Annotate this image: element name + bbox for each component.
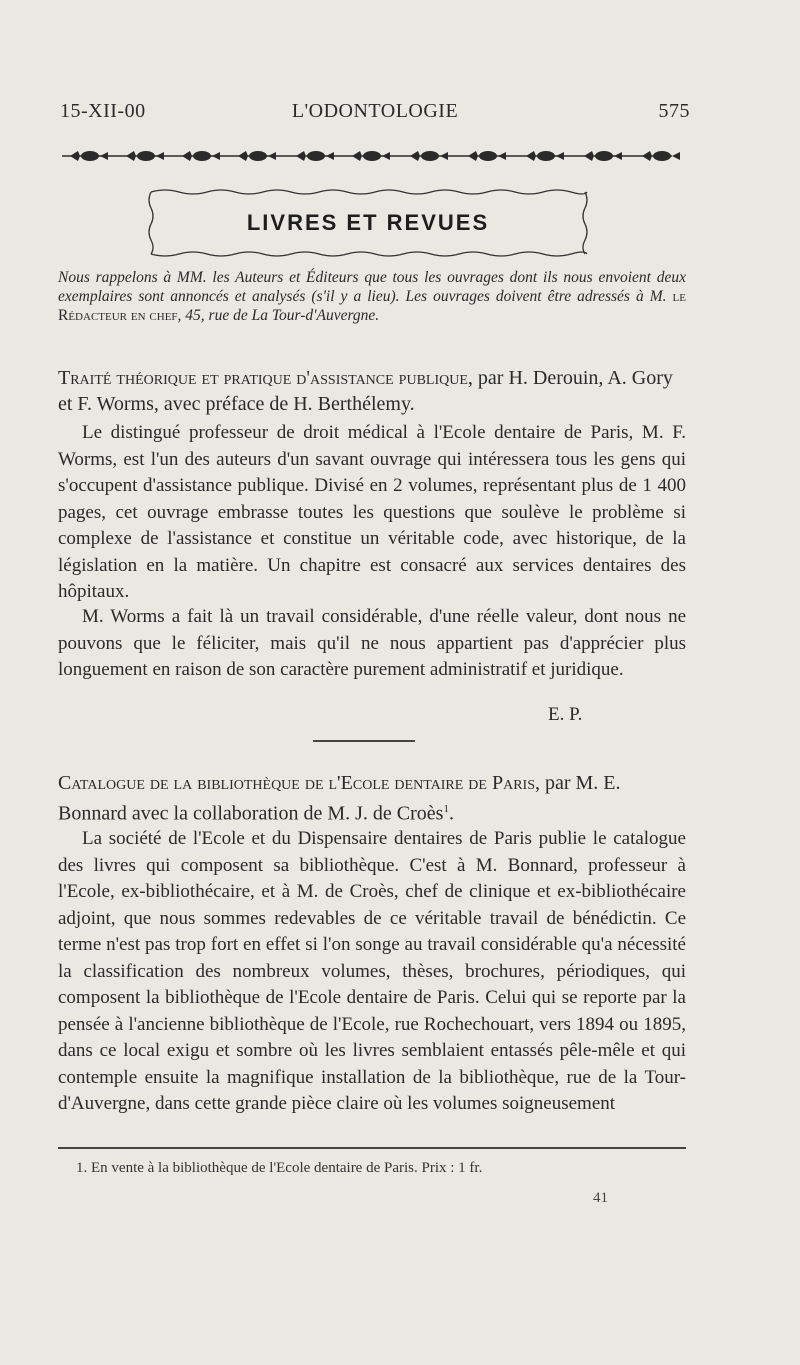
- section-divider: [313, 740, 415, 742]
- review-2-paragraph-1: La société de l'Ecole et du Dispensaire dentaires de Paris publie le catalogue des livres qui composent sa bibliothèque. C'est à M. Bonnard, professeur à l'Ecole, ex-bibliothécaire, et à M. de Croès, chef de clinique et ex-bibliothécaire adjoint, que nous sommes redevables de ce véritable travail de bénédictin. Ce terme n'est pas trop fort en effet si l'on songe au travail considérable qu'a nécessité la classification des nombreux volumes, thèses, brochures, périodiques, qui composent la bibliothèque de l'Ecole dentaire de Paris. Celui qui se reporte par la pensée à l'ancienne bibliothèque de l'Ecole, rue Rochechouart, vers 1894 ou 1895, dans ce local exigu et sombre où les livres semblaient entassés pêle-mêle et qui contemple ensuite la magnifique installation de la bibliothèque, rue de la Tour-d'Auvergne, dans cette grande pièce claire où les volumes soigneusement: [58, 828, 686, 1114]
- review-2-title: Catalogue de la bibliothèque de l'Ecole dentaire de Paris, par M. E. Bonnard avec la collaboration de M. J. de Croès$^1$.: [58, 772, 621, 825]
- editorial-note-part3: , 45, rue de La Tour-d'Auvergne.: [177, 307, 380, 324]
- review-1-signature: E. P.: [548, 704, 583, 725]
- review-1-title-main: Traité théorique et pratique d'assistance publique,: [58, 367, 473, 389]
- editorial-note-editor: le Rédacteur en chef: [58, 288, 686, 324]
- decorative-ornament-band: [60, 147, 692, 165]
- section-heading-frame: [145, 186, 591, 260]
- review-1-paragraph-1: Le distingué professeur de droit médical à l'Ecole dentaire de Paris, M. F. Worms, est l'un des auteurs d'un savant ouvrage qui intéressera tous les gens qui s'occupent d'assistance publique. Divisé en 2 volumes, représentant plus de 1 400 pages, cet ouvrage embrasse toutes les questions que soulève le problème si complexe de l'assistance et constitue un véritable code, avec historique, de la législation en la matière. Un chapitre est consacré aux services dentaires des hôpitaux.: [58, 422, 686, 602]
- running-header: [60, 100, 690, 130]
- section-heading: LIVRES ET REVUES: [246, 210, 490, 235]
- issue-date: 15-XII-00: [60, 100, 146, 122]
- footnote-rule: [58, 1147, 686, 1149]
- review-1-title: [58, 365, 686, 417]
- review-1-paragraph-2: M. Worms a fait là un travail considérable, d'une réelle valeur, dont nous ne pouvons que le féliciter, mais qu'il ne nous appartient pas d'apprécier plus longuement en raison de son caractère purement administratif et juridique.: [58, 606, 686, 680]
- journal-title: L'ODONTOLOGIE: [291, 100, 459, 122]
- review-1-title-authors: par H. Derouin, A. Gory et F. Worms, avec préface de H. Berthélemy.: [58, 367, 673, 415]
- signature-mark: 41: [593, 1190, 608, 1206]
- page-number: 575: [658, 100, 690, 122]
- footnote-marker: 1: [443, 803, 449, 815]
- review-2-title-authors: par M. E. Bonnard avec la collaboration de M. J. de Croès: [58, 772, 621, 825]
- editorial-note: [58, 268, 686, 325]
- footnote: 1. En vente à la bibliothèque de l'Ecole dentaire de Paris. Prix : 1 fr.: [76, 1160, 483, 1176]
- review-2-title-main: Catalogue de la bibliothèque de l'Ecole dentaire de Paris,: [58, 772, 540, 794]
- editorial-note-part1: Nous rappelons à MM. les Auteurs et Éditeurs que tous les ouvrages dont ils nous envoient deux exemplaires sont annoncés et analysés (s'il y a lieu). Les ouvrages doivent être adressés à M.: [58, 269, 686, 305]
